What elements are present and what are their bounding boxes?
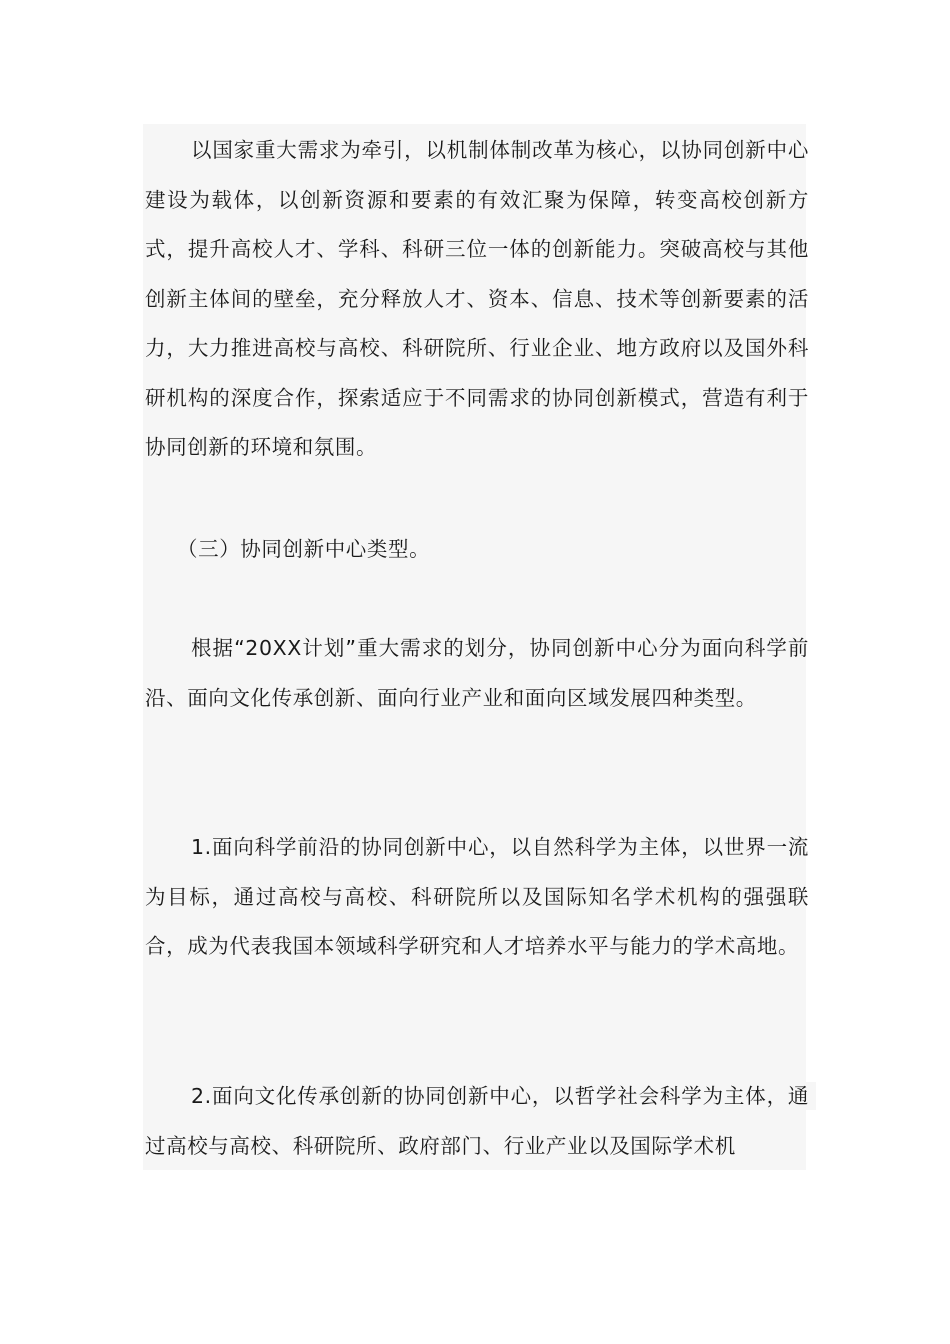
paragraph-center-classification: 根据“20XX计划”重大需求的划分，协同创新中心分为面向科学前沿、面向文化传承创新、面向行业产业和面向区域发展四种类型。	[145, 636, 809, 710]
paragraph-item-cultural-heritage: 2.面向文化传承创新的协同创新中心，以哲学社会科学为主体，通过高校与高校、科研院所、政府部门、行业产业以及国际学术机	[145, 1084, 809, 1158]
section-heading-center-types: （三）协同创新中心类型。	[177, 537, 431, 561]
paragraph-item-science-frontier: 1.面向科学前沿的协同创新中心，以自然科学为主体，以世界一流为目标，通过高校与高校、科研院所以及国际知名学术机构的强强联合，成为代表我国本领域科学研究和人才培养水平与能力的学术高地。	[145, 835, 809, 958]
paragraph-overview: 以国家重大需求为牵引，以机制体制改革为核心，以协同创新中心建设为载体，以创新资源和要素的有效汇聚为保障，转变高校创新方式，提升高校人才、学科、科研三位一体的创新能力。突破高校与其他创新主体间的壁垒，充分释放人才、资本、信息、技术等创新要素的活力，大力推进高校与高校、科研院所、行业企业、地方政府以及国外科研机构的深度合作，探索适应于不同需求的协同创新模式，营造有利于协同创新的环境和氛围。	[145, 138, 809, 459]
